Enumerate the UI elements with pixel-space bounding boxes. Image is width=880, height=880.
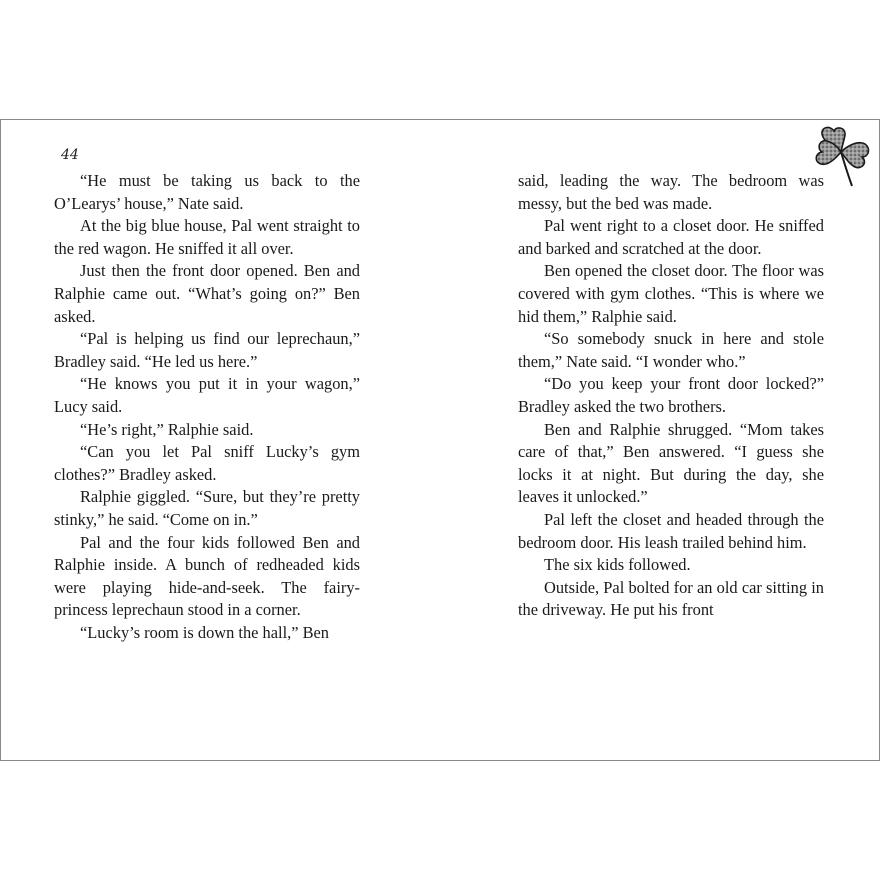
paragraph: At the big blue house, Pal went straight to the red wagon. He sniffed it all over. [54, 216, 360, 258]
paragraph: “So somebody snuck in here and stole them,” Nate said. “I wonder who.” [518, 329, 824, 371]
paragraph-continuation: said, leading the way. The bedroom was messy, but the bed was made. [518, 171, 824, 213]
paragraph: “Lucky’s room is down the hall,” Ben [80, 622, 329, 642]
paragraph: Pal and the four kids followed Ben and Ralphie inside. A bunch of redheaded kids were playing hide-and-seek. The fairy-princess leprechaun stood in a corner. [54, 532, 360, 620]
right-page-text [518, 170, 824, 622]
paragraph: “Do you keep your front door locked?” Bradley asked the two brothers. [518, 374, 824, 416]
paragraph: The six kids followed. [544, 555, 691, 575]
paragraph: Ben and Ralphie shrugged. “Mom takes care of that,” Ben answered. “I guess she locks it at night. But during the day, she leaves it unlocked.” [518, 419, 824, 507]
book-spread [0, 119, 880, 761]
paragraph: Pal went right to a closet door. He sniffed and barked and scratched at the door. [518, 216, 824, 258]
paragraph: Just then the front door opened. Ben and Ralphie came out. “What’s going on?” Ben asked. [54, 261, 360, 326]
paragraph: “Can you let Pal sniff Lucky’s gym clothes?” Bradley asked. [54, 442, 360, 484]
paragraph: Ralphie giggled. “Sure, but they’re pretty stinky,” he said. “Come on in.” [54, 487, 360, 529]
paragraph: “He must be taking us back to the O’Learys’ house,” Nate said. [54, 171, 360, 213]
paragraph: “Pal is helping us find our leprechaun,” Bradley said. “He led us here.” [54, 329, 360, 371]
paragraph: Pal left the closet and headed through the bedroom door. His leash trailed behind him. [518, 509, 824, 552]
paragraph: “He’s right,” Ralphie said. [80, 419, 254, 439]
page-number: 44 [61, 147, 79, 163]
paragraph: Ben opened the closet door. The floor was covered with gym clothes. “This is where we hid them,” Ralphie said. [518, 261, 824, 326]
paragraph: Outside, Pal bolted for an old car sitting in the driveway. He put his front [518, 577, 824, 620]
left-page-text [54, 170, 360, 644]
paragraph: “He knows you put it in your wagon,” Lucy said. [54, 374, 360, 416]
